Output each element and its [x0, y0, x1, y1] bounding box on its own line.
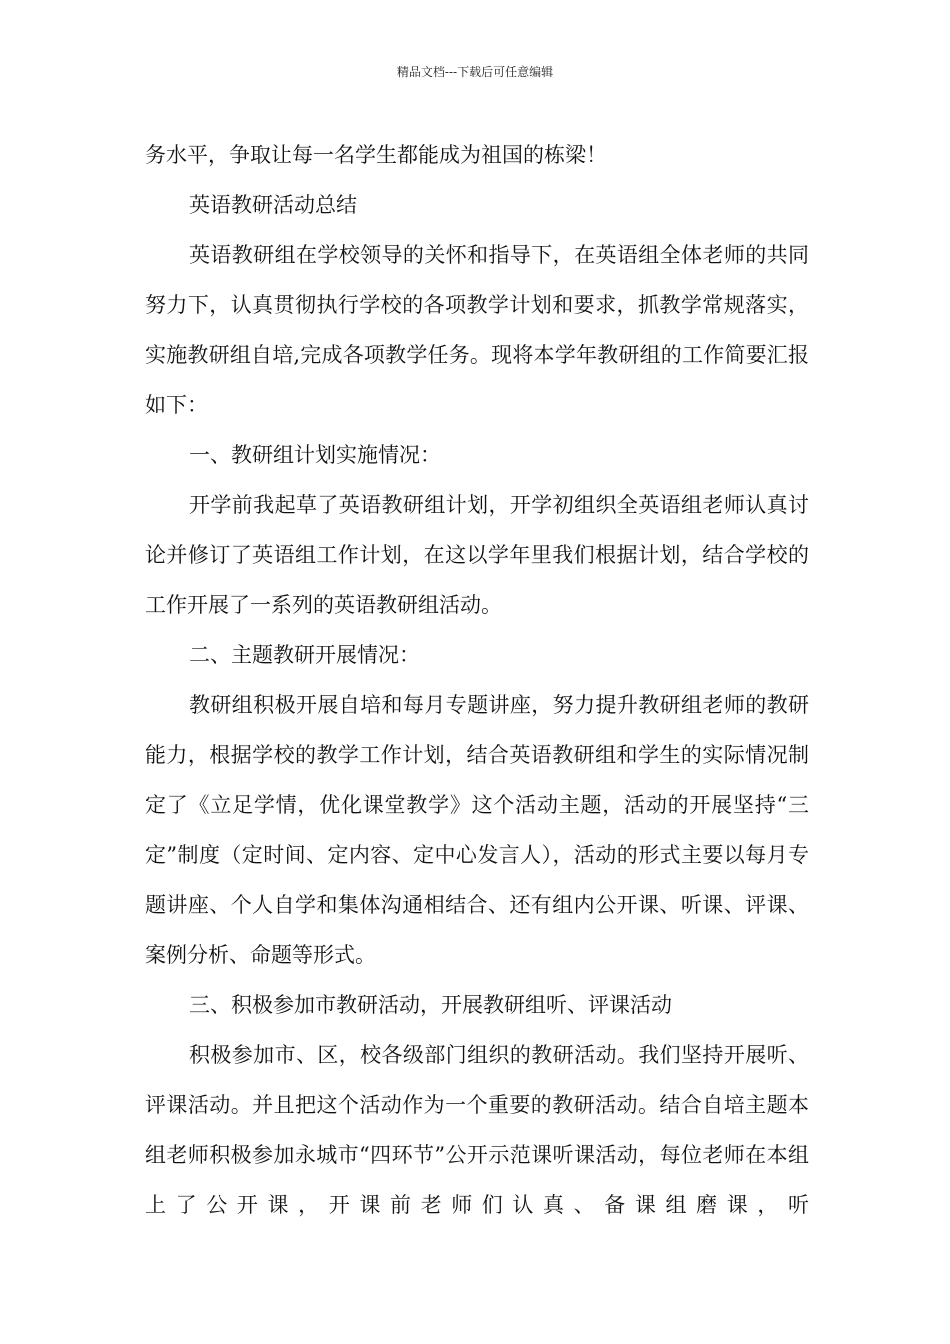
paragraph-activities: 积极参加市、区，校各级部门组织的教研活动。我们坚持开展听、评课活动。并且把这个活动作为一个重要的教研活动。结合自培主题本组老师积极参加永城市“四环节”公开示范课听课活动，每位老师在本组上了公开课，开课前老师们认真、备课组磨课，听 [145, 1043, 809, 1217]
heading-city-activities: 三、积极参加市教研活动，开展教研组听、评课活动 [189, 993, 672, 1017]
paragraph-continuation: 务水平，争取让每一名学生都能成为祖国的栋梁！ [145, 143, 607, 167]
heading-theme-research: 二、主题教研开展情况： [189, 643, 420, 667]
section-title: 英语教研活动总结 [189, 193, 357, 217]
document-body [145, 130, 809, 1230]
paragraph-theme: 教研组积极开展自培和每月专题讲座，努力提升教研组老师的教研能力，根据学校的教学工作计划，结合英语教研组和学生的实际情况制定了《立足学情，优化课堂教学》这个活动主题，活动的开展坚持“三定”制度（定时间、定内容、定中心发言人），活动的形式主要以每月专题讲座、个人自学和集体沟通相结合、还有组内公开课、听课、评课、案例分析、命题等形式。 [145, 693, 809, 967]
paragraph-intro: 英语教研组在学校领导的关怀和指导下，在英语组全体老师的共同努力下，认真贯彻执行学校的各项教学计划和要求，抓教学常规落实，实施教研组自培,完成各项教学任务。现将本学年教研组的工作简要汇报如下： [145, 243, 809, 417]
page-header: 精品文档---下载后可任意编辑 [396, 65, 554, 79]
paragraph-plan: 开学前我起草了英语教研组计划，开学初组织全英语组老师认真讨论并修订了英语组工作计划，在这以学年里我们根据计划，结合学校的工作开展了一系列的英语教研组活动。 [145, 493, 809, 617]
heading-plan-implementation: 一、教研组计划实施情况： [189, 443, 441, 467]
